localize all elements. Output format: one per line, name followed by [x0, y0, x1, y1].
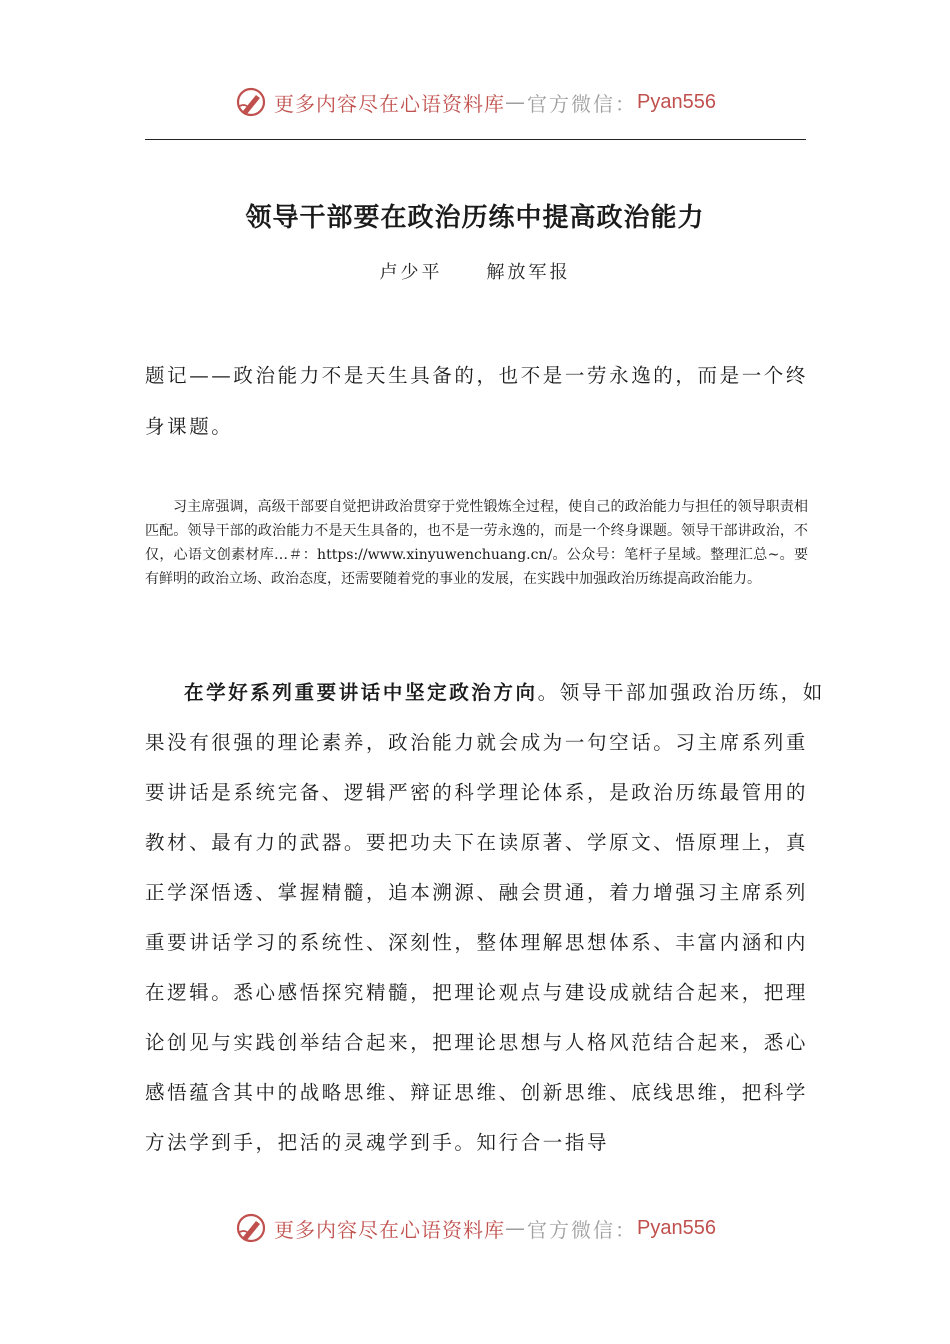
- footer-banner-separator: —: [505, 1216, 528, 1240]
- footer-banner-text: 更多内容尽在心语资料库: [274, 1217, 506, 1242]
- section-heading: 在学好系列重要讲话中坚定政治方向: [184, 681, 538, 704]
- pen-logo-icon: [234, 85, 268, 119]
- epigraph: 题记——政治能力不是天生具备的，也不是一劳永逸的，而是一个终身课题。: [145, 364, 809, 438]
- banner-text: 更多内容尽在心语资料库: [274, 91, 506, 116]
- banner-separator: —: [505, 90, 528, 114]
- section-body: 。领导干部加强政治历练，如果没有很强的理论素养，政治能力就会成为一句空话。习主席系列重要讲话是系统完备、逻辑严密的科学理论体系，是政治历练最管用的教材、最有力的武器。要把功夫下在读原著、学原文、悟原理上，真正学深悟透、掌握精髓，追本溯源、融会贯通，着力增强习主席系列重要讲话学习的系统性、深刻性，整体理解思想体系、丰富内涵和内在逻辑。悉心感悟探究精髓，把理论观点与建设成就结合起来，把理论创见与实践创举结合起来，把理论思想与人格风范结合起来，悉心感悟蕴含其中的战略思维、辩证思维、创新思维、底线思维，把科学方法学到手，把活的灵魂学到手。知行合一指导: [145, 681, 825, 1154]
- footer-banner-wechat-id: Pyan556: [637, 1216, 716, 1239]
- author: 卢少平: [379, 262, 443, 283]
- body-paragraph: [145, 668, 825, 1168]
- header-divider: [145, 139, 806, 140]
- source: 解放军报: [486, 262, 571, 283]
- footer-banner: [0, 1206, 950, 1250]
- banner-wechat-label: 官方微信：: [527, 91, 638, 116]
- footer-banner-wechat-label: 官方微信：: [527, 1217, 638, 1242]
- intro-paragraph: 习主席强调，高级干部要自觉把讲政治贯穿于党性锻炼全过程，使自己的政治能力与担任的领导职责相匹配。领导干部的政治能力不是天生具备的，也不是一劳永逸的，而是一个终身课题。领导干部讲政治，不仅，心语文创素材库…＃：https://www.xinyuwenchuang.cn/。公众号：笔杆子星域。整理汇总~。要有鲜明的政治立场、政治态度，还需要随着党的事业的发展，在实践中加强政治历练提高政治能力。: [145, 499, 808, 587]
- header-banner: [0, 80, 950, 124]
- pen-logo-icon: [234, 1211, 268, 1245]
- byline: [0, 258, 950, 284]
- body-section: [145, 668, 825, 1168]
- banner-wechat-id: Pyan556: [637, 90, 716, 113]
- article-title: 领导干部要在政治历练中提高政治能力: [245, 203, 705, 233]
